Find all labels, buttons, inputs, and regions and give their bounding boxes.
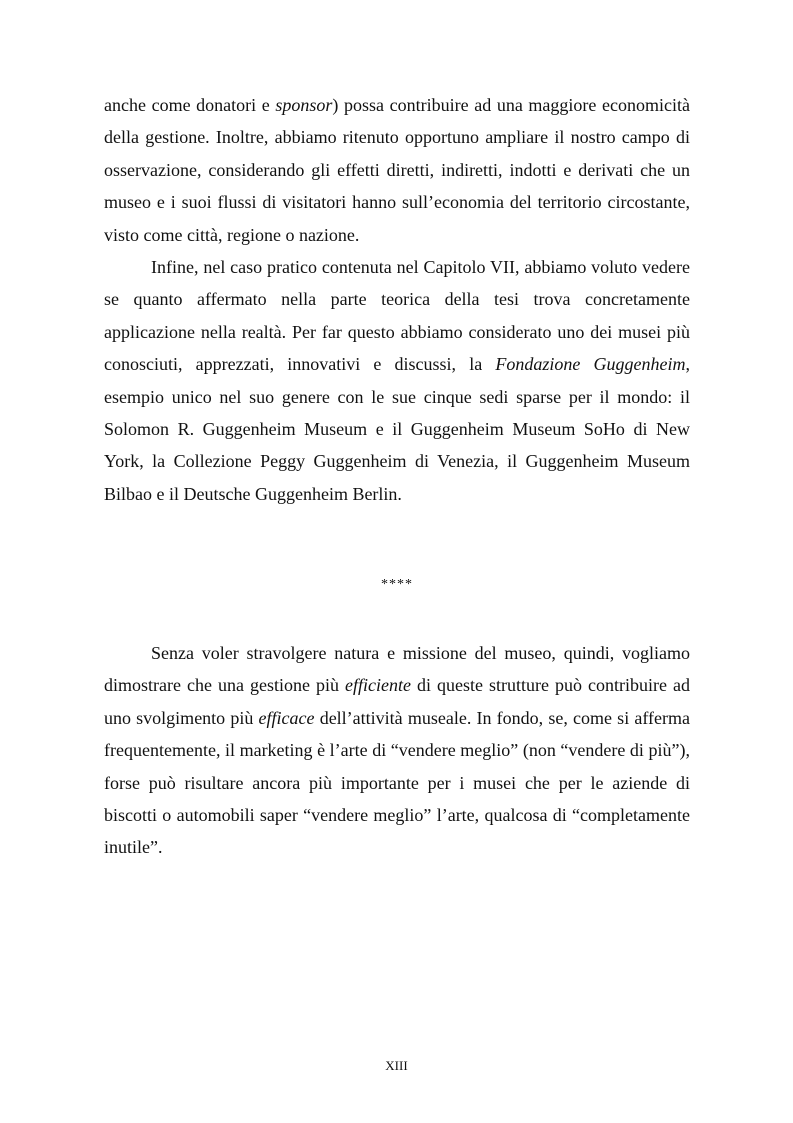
italic-term-efficace: efficace	[258, 707, 315, 728]
section-separator-block	[104, 577, 690, 593]
document-body	[104, 89, 690, 510]
page-number: XIII	[385, 1058, 408, 1073]
text-segment: dell’attività museale. In fondo, se, come si afferma frequentemente, il marketing è l’arte di “vendere meglio” (non “vendere di più”), forse può risultare ancora più importante per i musei che per le aziende di biscotti o automobili saper “vendere meglio” l’arte, qualcosa di “completamente inutile”.	[104, 707, 690, 858]
text-segment: , esempio unico nel suo genere con le sue cinque sedi sparse per il mondo: il Solomon R. Guggenheim Museum e il Guggenheim Museum SoHo di New York, la Collezione Peggy Guggenheim di Venezia, il Guggenheim Museum Bilbao e il Deutsche Guggenheim Berlin.	[104, 354, 690, 504]
closing-section	[104, 637, 690, 864]
italic-term-fondazione: Fondazione Guggenheim	[495, 354, 686, 375]
italic-term-efficiente: efficiente	[345, 675, 411, 696]
text-segment: Infine, nel caso pratico contenuta nel Capitolo VII, abbiamo voluto vedere se quanto affermato nella parte teorica della tesi trova concretamente applicazione nella realtà. Per far questo abbiamo considerato uno dei musei più conosciuti, apprezzati, innovativi e discussi, la	[104, 257, 690, 375]
text-segment: Senza voler stravolgere natura e missione del museo, quindi, vogliamo dimostrare che una gestione più	[104, 643, 690, 696]
section-separator: ****	[381, 577, 413, 592]
text-segment: di queste strutture può contribuire ad uno svolgimento più	[104, 675, 690, 728]
text-segment: ) possa contribuire ad una maggiore economicità della gestione. Inoltre, abbiamo ritenuto opportuno ampliare il nostro campo di osservazione, considerando gli effetti diretti, indiretti, indotti e derivati che un museo e i suoi flussi di visitatori hanno sull’economia del territorio circostante, visto come città, regione o nazione.	[104, 95, 690, 245]
text-segment: anche come donatori e	[104, 95, 276, 115]
paragraph-conclusion	[104, 637, 690, 864]
paragraph-continuation	[104, 89, 690, 251]
italic-term-sponsor: sponsor	[275, 95, 333, 115]
paragraph-case-study	[104, 251, 690, 510]
